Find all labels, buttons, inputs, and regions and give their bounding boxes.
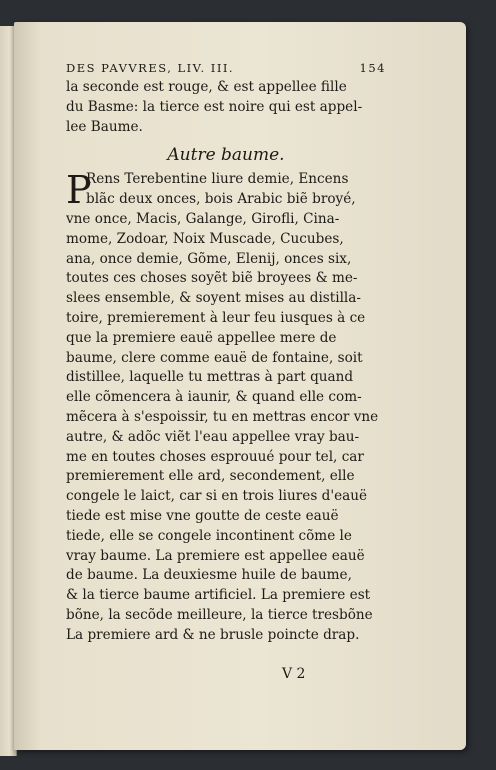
page-text (66, 58, 386, 646)
text-line: tiede, elle se congele incontinent cõme le (66, 527, 352, 544)
text-line: slees ensemble, & soyent mises au distilla- (66, 290, 361, 307)
text-line: Rens Terebentine liure demie, Encens (86, 171, 349, 188)
text-line: lee Baume. (66, 118, 143, 135)
text-line: & la tierce baume artificiel. La premiere est (66, 587, 371, 604)
text-line: bõne, la secõde meilleure, la tierce tresbõne (66, 606, 373, 623)
running-head (66, 58, 386, 78)
page-number: 154 (359, 61, 386, 75)
text-line: toutes ces choses soyẽt biẽ broyees & me- (66, 270, 358, 287)
section-title: Autre baume. (167, 145, 285, 166)
text-line: mẽcera à s'espoissir, tu en mettras encor vne (66, 408, 379, 425)
text-line: baume, clere comme eauë de fontaine, soit (66, 349, 363, 366)
text-line: premierement elle ard, secondement, elle (66, 468, 355, 485)
text-line: du Basme: la tierce est noire qui est appel- (66, 98, 363, 115)
intro-paragraph (66, 78, 386, 137)
text-line: vne once, Macis, Galange, Girofli, Cina- (66, 210, 340, 227)
text-line: tiede est mise vne goutte de ceste eauë (66, 507, 339, 524)
text-line: blãc deux onces, bois Arabic biẽ broyé, (86, 191, 356, 208)
recipe-paragraph (66, 170, 386, 645)
text-line: me en toutes choses esprouué pour tel, car (66, 448, 364, 465)
text-line: ana, once demie, Gõme, Elenij, onces six, (66, 250, 352, 267)
text-line: vray baume. La premiere est appellee eauë (66, 547, 365, 564)
text-line: de baume. La deuxiesme huile de baume, (66, 567, 352, 584)
text-line: distillee, laquelle tu mettras à part quand (66, 369, 354, 386)
running-title: DES PAVVRES, LIV. III. (66, 61, 235, 75)
text-line: La premiere ard & ne brusle poincte drap. (66, 626, 360, 643)
signature-mark: V 2 (282, 666, 306, 682)
text-line: congele le laict, car si en trois liures d'eauë (66, 488, 368, 505)
text-line: toire, premierement à leur feu iusques à ce (66, 309, 366, 326)
text-line: elle cõmencera à iaunir, & quand elle com- (66, 389, 362, 406)
text-line: autre, & adõc viẽt l'eau appellee vray bau- (66, 428, 360, 445)
text-line: que la premiere eauë appellee mere de (66, 329, 337, 346)
drop-cap: P (66, 168, 92, 213)
text-line: mome, Zodoar, Noix Muscade, Cucubes, (66, 230, 344, 247)
text-line: la seconde est rouge, & est appellee fille (66, 79, 347, 95)
